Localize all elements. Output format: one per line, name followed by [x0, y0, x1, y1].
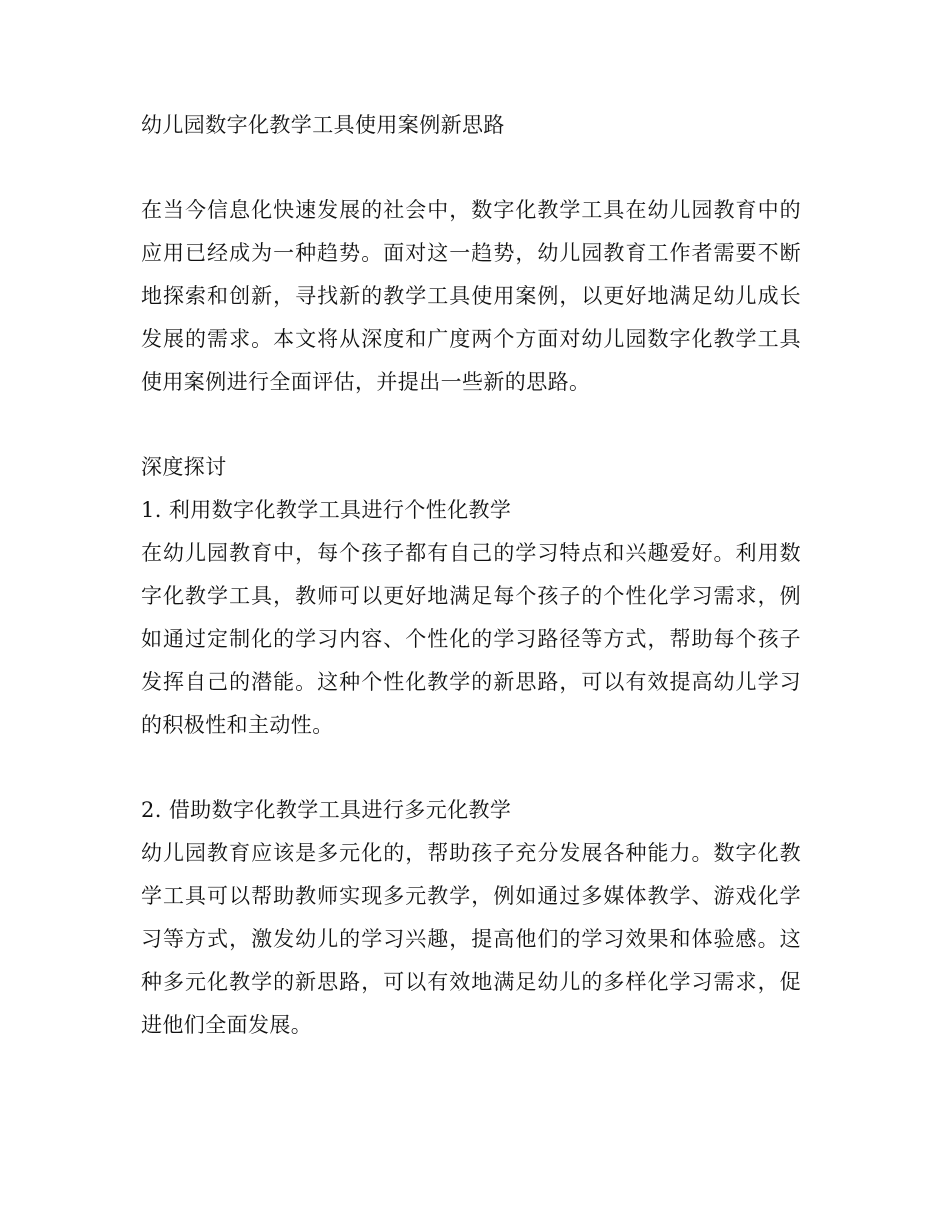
item-2-heading: 2. 借助数字化教学工具进行多元化教学 [141, 798, 512, 822]
item-1-heading: 1. 利用数字化教学工具进行个性化教学 [141, 498, 512, 522]
spacer [141, 747, 801, 789]
section-heading: 深度探讨 [141, 455, 227, 479]
item-2-body: 幼儿园教育应该是多元化的，帮助孩子充分发展各种能力。数字化教学工具可以帮助教师实现多元教学，例如通过多媒体教学、游戏化学习等方式，激发幼儿的学习兴趣，提高他们的学习效果和体验感。这种多元化教学的新思路，可以有效地满足幼儿的多样化学习需求，促进他们全面发展。 [141, 841, 801, 1037]
document-title: 幼儿园数字化教学工具使用案例新思路 [141, 113, 505, 137]
spacer [141, 404, 801, 446]
item-1-body: 在幼儿园教育中，每个孩子都有自己的学习特点和兴趣爱好。利用数字化教学工具，教师可以更好地满足每个孩子的个性化学习需求，例如通过定制化的学习内容、个性化的学习路径等方式，帮助每个孩子发挥自己的潜能。这种个性化教学的新思路，可以有效提高幼儿学习的积极性和主动性。 [141, 541, 801, 737]
spacer [141, 147, 801, 189]
intro-paragraph: 在当今信息化快速发展的社会中，数字化教学工具在幼儿园教育中的应用已经成为一种趋势。面对这一趋势，幼儿园教育工作者需要不断地探索和创新，寻找新的教学工具使用案例，以更好地满足幼儿成长发展的需求。本文将从深度和广度两个方面对幼儿园数字化教学工具使用案例进行全面评估，并提出一些新的思路。 [141, 198, 801, 394]
document-content [141, 104, 801, 1047]
